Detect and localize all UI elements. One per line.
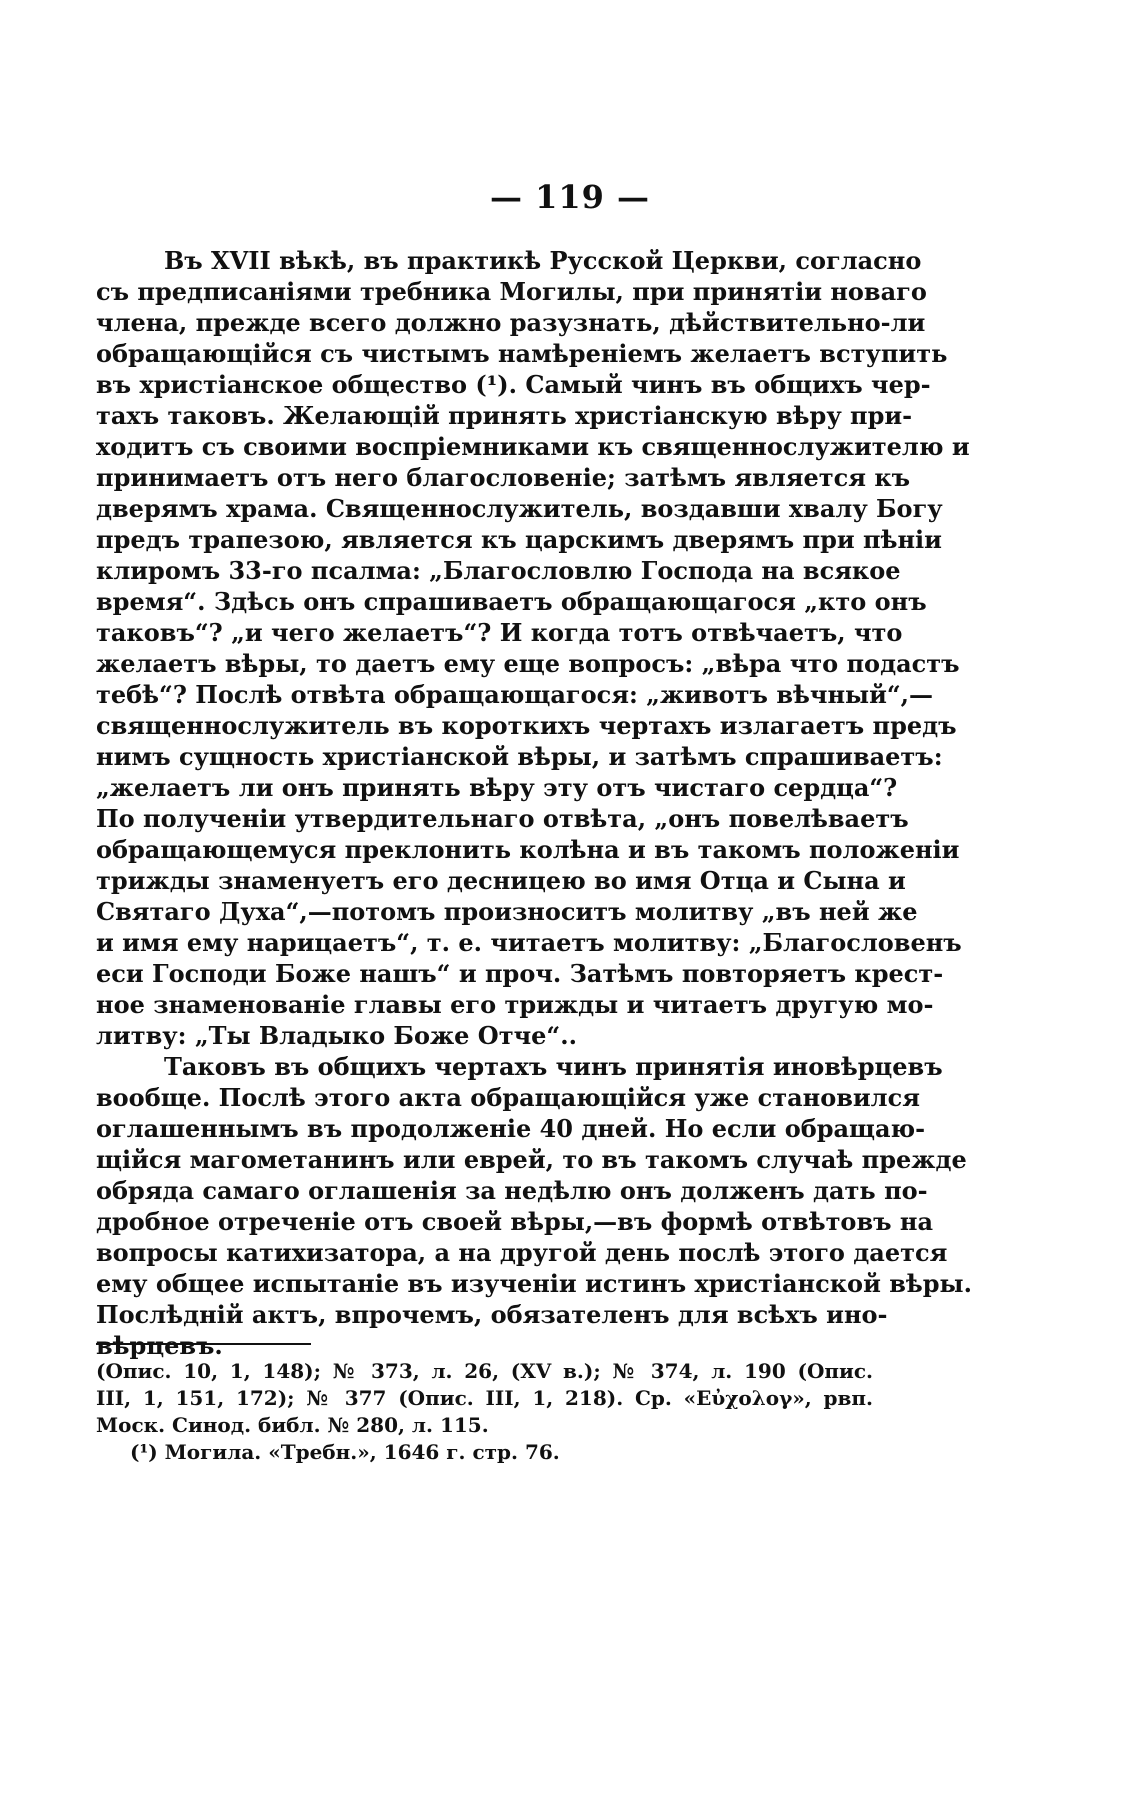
- text-line: принимаетъ отъ него благословеніе; затѣмъ является къ: [96, 463, 911, 492]
- text-line: щійся магометанинъ или еврей, то въ такомъ случаѣ прежде: [96, 1145, 967, 1174]
- text-line: литву: „Ты Владыко Боже Отче“..: [96, 1021, 577, 1050]
- text-line: тебѣ“? Послѣ отвѣта обращающагося: „животъ вѣчный“,—: [96, 680, 934, 709]
- text-line: съ предписаніями требника Могилы, при принятіи новаго: [96, 277, 927, 306]
- text-line: обращающемуся преклонить колѣна и въ такомъ положеніи: [96, 835, 960, 864]
- text-line: время“. Здѣсь онъ спрашиваетъ обращающагося „кто онъ: [96, 587, 927, 616]
- text-line: нимъ сущность христіанской вѣры, и затѣмъ спрашиваетъ:: [96, 742, 943, 771]
- footnote-line: (¹) Могила. «Требн.», 1646 г. стр. 76.: [130, 1440, 560, 1464]
- text-line: желаетъ вѣры, то даетъ ему еще вопросъ: „вѣра что подастъ: [96, 649, 960, 678]
- page-number: — 119 —: [489, 178, 651, 216]
- footnotes: [96, 1358, 873, 1466]
- text-line: ное знаменованіе главы его трижды и читаетъ другую мо-: [96, 990, 934, 1019]
- footnote-line: Моск. Синод. библ. № 280, л. 115.: [96, 1413, 489, 1437]
- text-line: и имя ему нарицаетъ“, т. е. читаетъ молитву: „Благословенъ: [96, 928, 962, 957]
- footnote-divider: [96, 1343, 311, 1345]
- text-line: таковъ“? „и чего желаетъ“? И когда тотъ отвѣчаетъ, что: [96, 618, 903, 647]
- footnote-line: III, 1, 151, 172); № 377 (Опис. III, 1, 218). Ср. «Εὐχολογ», рвп.: [96, 1386, 873, 1410]
- text-line: вопросы катихизатора, а на другой день послѣ этого дается: [96, 1238, 948, 1267]
- text-line: Таковъ въ общихъ чертахъ чинъ принятія иновѣрцевъ: [164, 1052, 943, 1081]
- text-line: вѣрцевъ.: [96, 1331, 223, 1360]
- text-line: обращающійся съ чистымъ намѣреніемъ желаетъ вступить: [96, 339, 948, 368]
- text-line: въ христіанское общество (¹). Самый чинъ въ общихъ чер-: [96, 370, 931, 399]
- text-line: еси Господи Боже нашъ“ и проч. Затѣмъ повторяетъ крест-: [96, 959, 944, 988]
- text-line: обряда самаго оглашенія за недѣлю онъ долженъ дать по-: [96, 1176, 928, 1205]
- text-line: „желаетъ ли онъ принять вѣру эту отъ чистаго сердца“?: [96, 773, 898, 802]
- main-text: [96, 245, 972, 1361]
- text-line: священнослужитель въ короткихъ чертахъ излагаетъ предъ: [96, 711, 957, 740]
- text-line: оглашеннымъ въ продолженіе 40 дней. Но если обращаю-: [96, 1114, 926, 1143]
- text-line: ходитъ съ своими воспріемниками къ священнослужителю и: [96, 432, 970, 461]
- text-line: По полученіи утвердительнаго отвѣта, „онъ повелѣваетъ: [96, 804, 909, 833]
- text-line: вообще. Послѣ этого акта обращающійся уже становился: [96, 1083, 920, 1112]
- text-line: клиромъ 33-го псалма: „Благословлю Господа на всякое: [96, 556, 901, 585]
- text-line: тахъ таковъ. Желающій принять христіанскую вѣру при-: [96, 401, 913, 430]
- text-line: дверямъ храма. Священнослужитель, воздавши хвалу Богу: [96, 494, 943, 523]
- text-line: предъ трапезою, является къ царскимъ дверямъ при пѣніи: [96, 525, 942, 554]
- text-line: ему общее испытаніе въ изученіи истинъ христіанской вѣры.: [96, 1269, 972, 1298]
- text-line: Въ XVII вѣкѣ, въ практикѣ Русской Церкви, согласно: [164, 246, 922, 275]
- text-line: Послѣдній актъ, впрочемъ, обязателенъ для всѣхъ ино-: [96, 1300, 888, 1329]
- text-line: трижды знаменуетъ его десницею во имя Отца и Сына и: [96, 866, 906, 895]
- footnote-line: (Опис. 10, 1, 148); № 373, л. 26, (XV в.); № 374, л. 190 (Опис.: [96, 1359, 873, 1383]
- text-line: члена, прежде всего должно разузнать, дѣйствительно-ли: [96, 308, 926, 337]
- text-line: Святаго Духа“,—потомъ произноситъ молитву „въ ней же: [96, 897, 918, 926]
- text-line: дробное отреченіе отъ своей вѣры,—въ формѣ отвѣтовъ на: [96, 1207, 933, 1236]
